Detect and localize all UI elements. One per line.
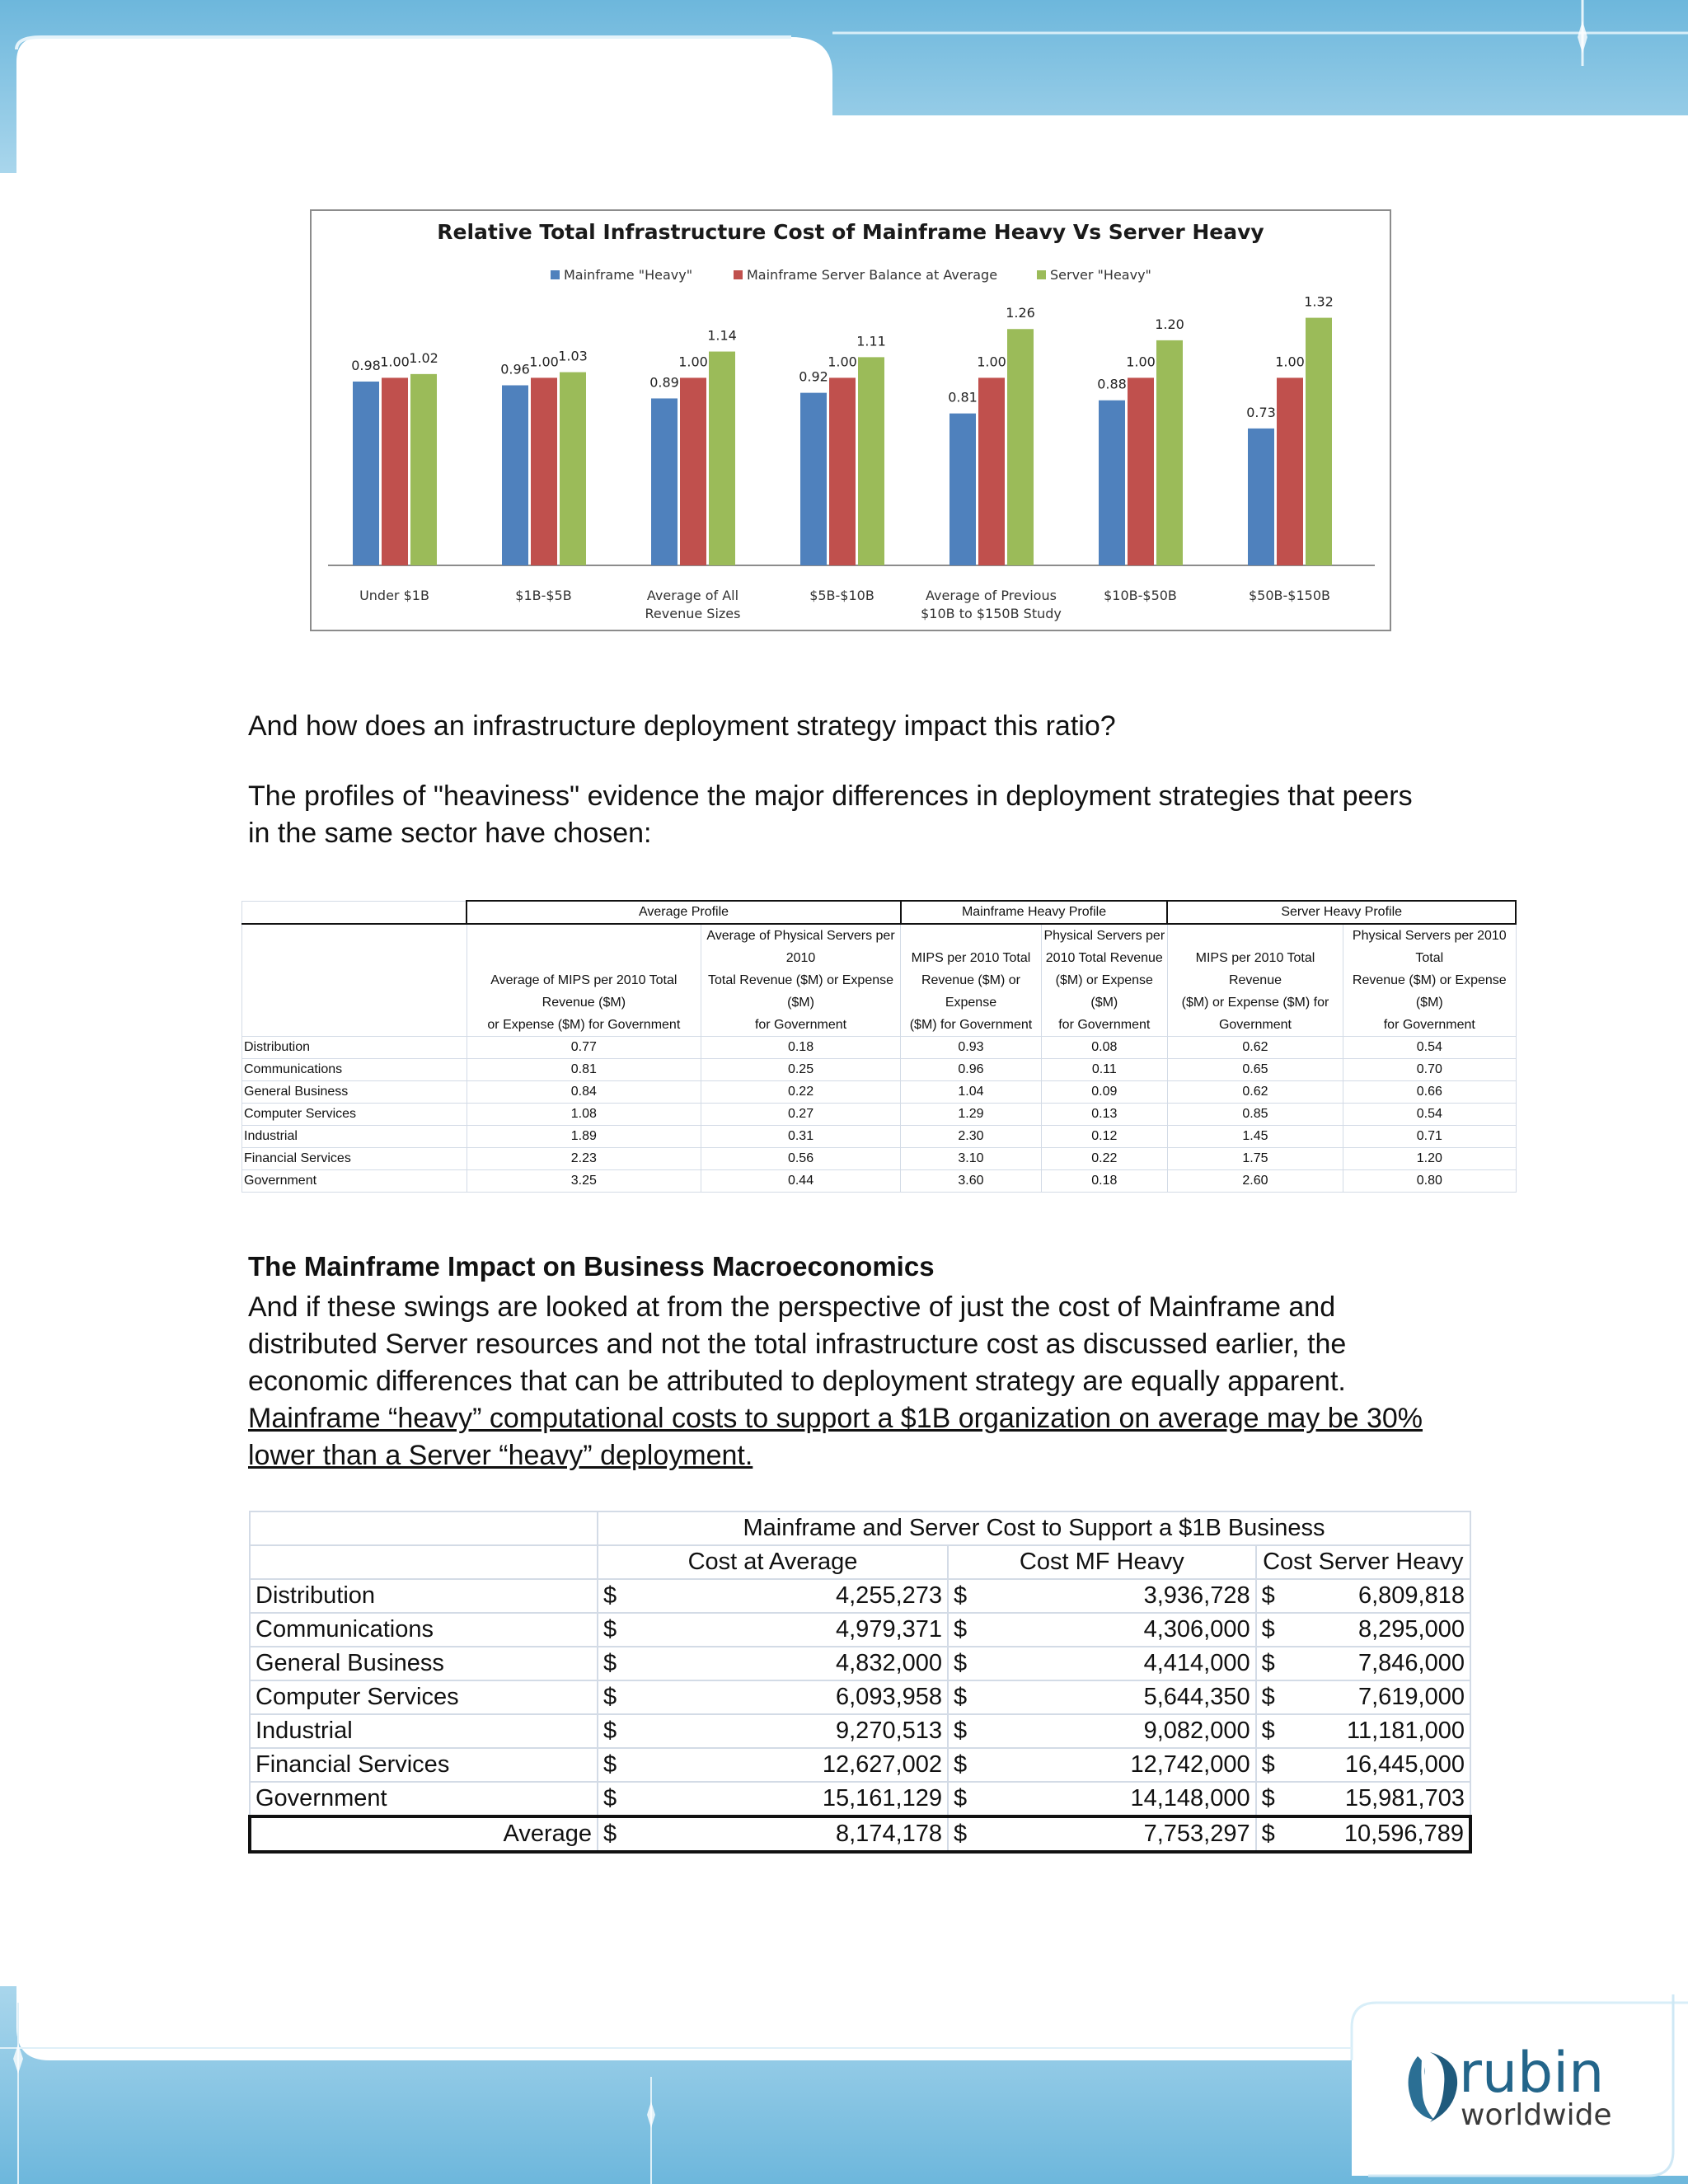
- row-label: Computer Services: [250, 1680, 598, 1714]
- col-header-cost-mf-heavy: Cost MF Heavy: [948, 1545, 1256, 1579]
- table-cell: 0.70: [1343, 1059, 1516, 1081]
- currency-symbol: $: [948, 1647, 975, 1680]
- row-label: Government: [250, 1782, 598, 1816]
- section-title: The Mainframe Impact on Business Macroeconomics: [248, 1251, 935, 1282]
- table-row: [242, 1081, 1517, 1104]
- rubin-worldwide-logo: [1393, 2027, 1624, 2135]
- bar-0-1: [382, 377, 408, 565]
- table-cell: 3.10: [901, 1148, 1042, 1170]
- column-header-line: Revenue ($M) or Expense: [921, 973, 1020, 1010]
- data-label-0-0: 0.98: [351, 357, 381, 373]
- data-label-6-0: 0.73: [1246, 404, 1276, 420]
- table-cell: 1.45: [1167, 1126, 1343, 1148]
- column-header-line: Physical Servers per 2010 Total: [1352, 929, 1507, 965]
- x-tick-label-4-1: $10B to $150B Study: [921, 606, 1062, 621]
- bar-6-0: [1248, 429, 1274, 565]
- column-header-line: ($M) or Expense ($M): [1055, 973, 1153, 1010]
- currency-symbol: $: [598, 1816, 625, 1852]
- section-line-1: And if these swings are looked at from the perspective of just the cost of Mainframe and: [248, 1291, 1336, 1323]
- chart-title: Relative Total Infrastructure Cost of Mainframe Heavy Vs Server Heavy: [437, 220, 1264, 244]
- table-cell: 0.08: [1041, 1037, 1167, 1059]
- table-cell: 0.54: [1343, 1037, 1516, 1059]
- currency-symbol: $: [598, 1613, 625, 1647]
- table-cell: 0.80: [1343, 1170, 1516, 1193]
- currency-symbol: $: [1256, 1613, 1283, 1647]
- table-cell: 3.60: [901, 1170, 1042, 1193]
- table-cell: 0.96: [901, 1059, 1042, 1081]
- bar-6-2: [1306, 318, 1332, 565]
- bar-chart-panel: [310, 209, 1391, 631]
- currency-symbol: $: [598, 1647, 625, 1680]
- table-cell: 3.25: [467, 1170, 701, 1193]
- paragraph-profiles-line1: The profiles of "heaviness" evidence the major differences in deployment strategies that peers: [248, 780, 1413, 812]
- currency-symbol: $: [1256, 1714, 1283, 1748]
- bar-0-2: [410, 374, 437, 565]
- bar-5-1: [1128, 377, 1154, 565]
- cost-value: 16,445,000: [1283, 1748, 1470, 1782]
- cost-value: 9,082,000: [975, 1714, 1256, 1748]
- bar-3-2: [858, 357, 884, 565]
- currency-symbol: $: [1256, 1782, 1283, 1816]
- col-header-cost-average: Cost at Average: [598, 1545, 948, 1579]
- currency-symbol: $: [948, 1782, 975, 1816]
- table-row: [250, 1782, 1470, 1816]
- column-header-line: Average of MIPS per 2010 Total Revenue ($M): [490, 973, 678, 1010]
- column-header-line: ($M) or Expense ($M) for: [1181, 996, 1329, 1010]
- bar-5-2: [1156, 340, 1183, 565]
- bar-4-0: [950, 414, 976, 565]
- bar-1-2: [560, 373, 586, 565]
- data-label-4-0: 0.81: [948, 389, 978, 405]
- cost-value: 15,981,703: [1283, 1782, 1470, 1816]
- table-row: [250, 1613, 1470, 1647]
- table-row: [250, 1647, 1470, 1680]
- cost-value: 10,596,789: [1283, 1816, 1470, 1852]
- table-cell: 0.13: [1041, 1104, 1167, 1126]
- table-cell: 0.65: [1167, 1059, 1343, 1081]
- cost-value: 11,181,000: [1283, 1714, 1470, 1748]
- cost-table-corner: [250, 1511, 598, 1545]
- data-label-6-2: 1.32: [1304, 293, 1334, 310]
- table-cell: 2.30: [901, 1126, 1042, 1148]
- table-cell: 0.77: [467, 1037, 701, 1059]
- bar-1-0: [502, 386, 528, 565]
- table-cell: 0.62: [1167, 1037, 1343, 1059]
- table-row: [242, 1148, 1517, 1170]
- x-tick-label-1-0: $1B-$5B: [515, 588, 572, 603]
- table-row: [242, 1037, 1517, 1059]
- group-header-server-heavy: Server Heavy Profile: [1167, 901, 1516, 924]
- table-cell: 0.22: [1041, 1148, 1167, 1170]
- table-cell: 0.27: [701, 1104, 900, 1126]
- cost-value: 15,161,129: [625, 1782, 948, 1816]
- cost-value: 4,979,371: [625, 1613, 948, 1647]
- legend-label-2: Server "Heavy": [1050, 267, 1151, 283]
- legend-swatch-2: [1037, 270, 1046, 279]
- x-tick-label-0-0: Under $1B: [359, 588, 429, 603]
- heaviness-profile-table: [241, 900, 1517, 1193]
- column-header-line: or Expense ($M) for Government: [487, 1018, 681, 1032]
- data-label-5-1: 1.00: [1126, 354, 1156, 370]
- column-header-line: ($M) for Government: [909, 1018, 1033, 1032]
- paragraph-question: And how does an infrastructure deployment strategy impact this ratio?: [248, 710, 1116, 742]
- group-header-average: Average Profile: [467, 901, 900, 924]
- table-row: [250, 1714, 1470, 1748]
- header-decoration: [0, 0, 1688, 173]
- bar-0-0: [353, 382, 379, 565]
- table-cell: 1.08: [467, 1104, 701, 1126]
- bar-2-0: [651, 398, 678, 565]
- legend-label-0: Mainframe "Heavy": [564, 267, 693, 283]
- currency-symbol: $: [1256, 1579, 1283, 1613]
- cost-value: 8,295,000: [1283, 1613, 1470, 1647]
- logo-mark-icon: [1409, 2052, 1458, 2122]
- cost-value: 4,306,000: [975, 1613, 1256, 1647]
- cost-value: 9,270,513: [625, 1714, 948, 1748]
- data-label-0-2: 1.02: [409, 349, 438, 366]
- table-cell: 0.44: [701, 1170, 900, 1193]
- x-tick-label-3-0: $5B-$10B: [809, 588, 874, 603]
- table-cell: 1.89: [467, 1126, 701, 1148]
- currency-symbol: $: [948, 1714, 975, 1748]
- table-cell: 0.56: [701, 1148, 900, 1170]
- x-tick-label-5-0: $10B-$50B: [1104, 588, 1177, 603]
- currency-symbol: $: [1256, 1816, 1283, 1852]
- table-cell: 0.84: [467, 1081, 701, 1104]
- column-header-line: for Government: [1058, 1018, 1151, 1032]
- col-header-cost-server-heavy: Cost Server Heavy: [1256, 1545, 1470, 1579]
- row-label: Communications: [242, 1059, 467, 1081]
- currency-symbol: $: [948, 1680, 975, 1714]
- data-label-1-2: 1.03: [558, 348, 588, 364]
- currency-symbol: $: [948, 1748, 975, 1782]
- section-line-2: distributed Server resources and not the total infrastructure cost as discussed earlier, the: [248, 1329, 1347, 1360]
- row-label: General Business: [250, 1647, 598, 1680]
- column-header-line: Physical Servers per: [1043, 929, 1165, 943]
- average-row: [250, 1816, 1470, 1852]
- section-line-3: economic differences that can be attributed to deployment strategy are equally apparent.: [248, 1366, 1346, 1397]
- profile-table-body: [242, 1037, 1517, 1193]
- row-label: Distribution: [242, 1037, 467, 1059]
- table-row: [242, 1126, 1517, 1148]
- cost-value: 7,619,000: [1283, 1680, 1470, 1714]
- table-cell: 0.18: [1041, 1170, 1167, 1193]
- currency-symbol: $: [598, 1782, 625, 1816]
- column-header-line: MIPS per 2010 Total Revenue: [1195, 951, 1315, 987]
- data-label-3-1: 1.00: [828, 354, 857, 370]
- row-label: Communications: [250, 1613, 598, 1647]
- row-label: Average: [250, 1816, 598, 1852]
- currency-symbol: $: [598, 1714, 625, 1748]
- column-header-2: [901, 924, 1042, 1037]
- column-header-5: [1343, 924, 1516, 1037]
- table-cell: 0.18: [701, 1037, 900, 1059]
- x-tick-label-2-1: Revenue Sizes: [645, 606, 741, 621]
- logo-wordmark: rubin: [1459, 2041, 1605, 2106]
- column-header-line: 2010 Total Revenue: [1045, 951, 1163, 965]
- row-label: Government: [242, 1170, 467, 1193]
- currency-symbol: $: [1256, 1680, 1283, 1714]
- table-cell: 0.85: [1167, 1104, 1343, 1126]
- data-label-6-1: 1.00: [1275, 354, 1305, 370]
- x-tick-label-2-0: Average of All: [646, 588, 739, 603]
- section-line-5-underlined: lower than a Server “heavy” deployment.: [248, 1440, 753, 1471]
- currency-symbol: $: [598, 1748, 625, 1782]
- paragraph-profiles-line2: in the same sector have chosen:: [248, 818, 652, 849]
- row-label: Computer Services: [242, 1104, 467, 1126]
- data-label-1-0: 0.96: [500, 361, 530, 377]
- column-header-3: [1041, 924, 1167, 1037]
- data-label-2-2: 1.14: [707, 327, 737, 344]
- table-cell: 1.20: [1343, 1148, 1516, 1170]
- cost-value: 6,809,818: [1283, 1579, 1470, 1613]
- column-header-line: for Government: [754, 1018, 847, 1032]
- table-cell: 1.75: [1167, 1148, 1343, 1170]
- table-row: [242, 1170, 1517, 1193]
- currency-symbol: $: [598, 1680, 625, 1714]
- cost-value: 3,936,728: [975, 1579, 1256, 1613]
- data-label-3-0: 0.92: [799, 368, 828, 385]
- cost-value: 7,846,000: [1283, 1647, 1470, 1680]
- data-label-0-1: 1.00: [380, 354, 410, 370]
- column-header-blank: [242, 924, 467, 1037]
- cost-table-body: [250, 1579, 1470, 1852]
- data-label-3-2: 1.11: [856, 333, 886, 349]
- currency-symbol: $: [948, 1816, 975, 1852]
- logo-tagline: worldwide: [1461, 2098, 1612, 2132]
- table-cell: 0.93: [901, 1037, 1042, 1059]
- table-cell: 0.54: [1343, 1104, 1516, 1126]
- bar-3-0: [800, 393, 827, 565]
- currency-symbol: $: [1256, 1748, 1283, 1782]
- table-cell: 1.29: [901, 1104, 1042, 1126]
- row-label: Financial Services: [242, 1148, 467, 1170]
- row-label: Distribution: [250, 1579, 598, 1613]
- chart-legend: [551, 267, 1151, 283]
- cost-value: 12,627,002: [625, 1748, 948, 1782]
- currency-symbol: $: [948, 1579, 975, 1613]
- data-label-4-2: 1.26: [1006, 305, 1035, 321]
- cost-value: 4,255,273: [625, 1579, 948, 1613]
- cost-value: 7,753,297: [975, 1816, 1256, 1852]
- section-line-4-underlined: Mainframe “heavy” computational costs to support a $1B organization on average may be 30%: [248, 1403, 1423, 1434]
- table-row: [242, 1059, 1517, 1081]
- column-header-line: Revenue ($M) or Expense ($M): [1352, 973, 1507, 1010]
- bar-3-1: [829, 377, 856, 565]
- cost-value: 14,148,000: [975, 1782, 1256, 1816]
- column-header-1: [701, 924, 900, 1037]
- cost-table-corner-2: [250, 1545, 598, 1579]
- column-header-0: [467, 924, 701, 1037]
- table-cell: 2.23: [467, 1148, 701, 1170]
- table-cell: 1.04: [901, 1081, 1042, 1104]
- bar-6-1: [1277, 377, 1303, 565]
- data-label-2-1: 1.00: [678, 354, 708, 370]
- column-header-line: Government: [1218, 1018, 1292, 1032]
- column-header-4: [1167, 924, 1343, 1037]
- legend-swatch-0: [551, 270, 560, 279]
- table-row: [250, 1680, 1470, 1714]
- bar-2-2: [709, 352, 735, 565]
- column-header-line: for Government: [1383, 1018, 1475, 1032]
- cost-value: 4,414,000: [975, 1647, 1256, 1680]
- data-label-2-0: 0.89: [649, 374, 679, 391]
- table-cell: 0.62: [1167, 1081, 1343, 1104]
- table-cell: 0.12: [1041, 1126, 1167, 1148]
- x-tick-label-4-0: Average of Previous: [926, 588, 1057, 603]
- bar-2-1: [680, 377, 706, 565]
- bar-4-1: [978, 377, 1005, 565]
- cost-value: 8,174,178: [625, 1816, 948, 1852]
- cost-table: [248, 1511, 1472, 1854]
- currency-symbol: $: [948, 1613, 975, 1647]
- bar-chart: [312, 211, 1390, 630]
- table-cell: 0.81: [467, 1059, 701, 1081]
- row-label: Financial Services: [250, 1748, 598, 1782]
- currency-symbol: $: [598, 1579, 625, 1613]
- cost-value: 4,832,000: [625, 1647, 948, 1680]
- cost-value: 5,644,350: [975, 1680, 1256, 1714]
- table-cell: 0.71: [1343, 1126, 1516, 1148]
- table-row: [250, 1579, 1470, 1613]
- table-cell: 0.22: [701, 1081, 900, 1104]
- table-row: [250, 1748, 1470, 1782]
- table-cell: 0.09: [1041, 1081, 1167, 1104]
- table-cell: 2.60: [1167, 1170, 1343, 1193]
- chart-bars: [351, 294, 1334, 565]
- legend-label-1: Mainframe Server Balance at Average: [747, 267, 998, 283]
- bar-4-2: [1007, 329, 1034, 565]
- x-tick-label-6-0: $50B-$150B: [1249, 588, 1330, 603]
- column-header-line: Average of Physical Servers per 2010: [706, 929, 895, 965]
- bar-1-1: [531, 377, 557, 565]
- table-cell: 0.66: [1343, 1081, 1516, 1104]
- table-cell: 0.25: [701, 1059, 900, 1081]
- bar-5-0: [1099, 401, 1125, 565]
- table-cell: 0.31: [701, 1126, 900, 1148]
- row-label: Industrial: [250, 1714, 598, 1748]
- table-row: [242, 1104, 1517, 1126]
- column-header-row: [242, 924, 1517, 1037]
- currency-symbol: $: [1256, 1647, 1283, 1680]
- data-label-5-0: 0.88: [1097, 376, 1127, 392]
- column-header-line: Total Revenue ($M) or Expense ($M): [708, 973, 894, 1010]
- cost-table-title: Mainframe and Server Cost to Support a $1B Business: [598, 1511, 1470, 1545]
- data-label-1-1: 1.00: [529, 354, 559, 370]
- cost-value: 12,742,000: [975, 1748, 1256, 1782]
- data-label-5-2: 1.20: [1155, 316, 1184, 332]
- legend-swatch-1: [734, 270, 743, 279]
- row-label: Industrial: [242, 1126, 467, 1148]
- row-label: General Business: [242, 1081, 467, 1104]
- group-header-mainframe-heavy: Mainframe Heavy Profile: [901, 901, 1168, 924]
- cost-value: 6,093,958: [625, 1680, 948, 1714]
- column-header-line: MIPS per 2010 Total: [911, 951, 1031, 965]
- data-label-4-1: 1.00: [977, 354, 1006, 370]
- x-axis-labels: [359, 588, 1330, 621]
- table-cell: 0.11: [1041, 1059, 1167, 1081]
- corner-cell: [242, 901, 467, 924]
